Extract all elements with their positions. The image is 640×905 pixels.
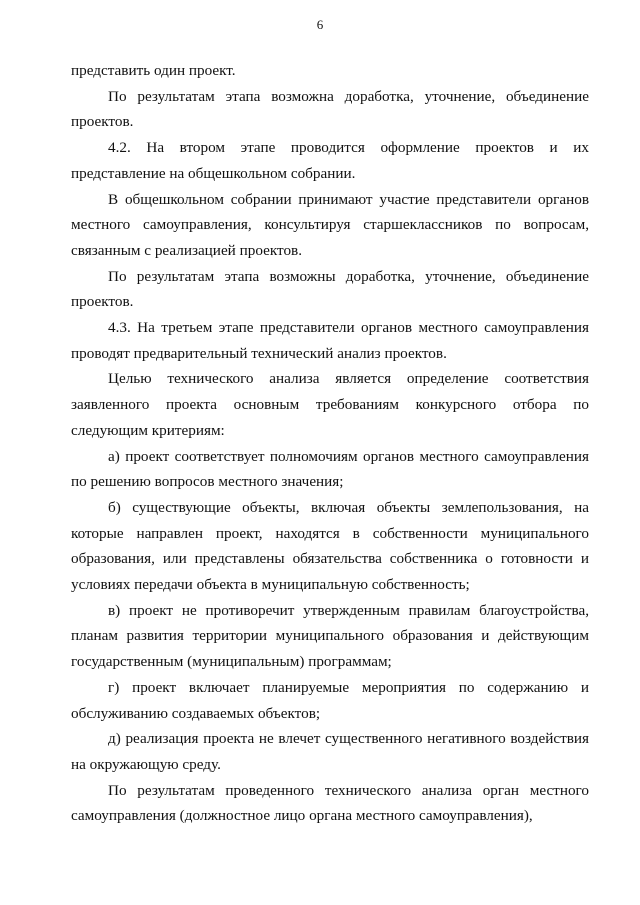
text-line: представить один проект. <box>71 62 236 79</box>
paragraph <box>71 366 589 443</box>
text-line: в) проект не противоречит утвержденным правилам благоустройства, <box>108 601 589 619</box>
text-line: условиях передачи объекта в муниципальную собственность; <box>71 576 470 594</box>
text-line: образования, или представлены обязательства собственника о готовности и <box>71 550 589 568</box>
text-line: В общешкольном собрании принимают участие представители органов <box>108 190 589 208</box>
paragraph <box>71 444 589 495</box>
text-line: самоуправления (должностное лицо органа местного самоуправления), <box>71 807 533 825</box>
text-line: г) проект включает планируемые мероприятия по содержанию и <box>108 678 589 696</box>
paragraph <box>71 726 589 777</box>
text-line: 4.2. На втором этапе проводится оформление проектов и их <box>108 139 589 157</box>
paragraph <box>71 315 589 366</box>
text-line: местного самоуправления, консультируя старшеклассников по вопросам, <box>71 216 589 234</box>
text-line: по решению вопросов местного значения; <box>71 473 344 491</box>
paragraph <box>71 84 589 135</box>
text-line: заявленного проекта основным требованиям конкурсного отбора по <box>71 396 589 414</box>
text-line: По результатам этапа возможна доработка, уточнение, объединение <box>108 87 589 105</box>
paragraph <box>71 187 589 264</box>
paragraph <box>71 778 589 829</box>
paragraph <box>71 58 589 84</box>
text-line: связанным с реализацией проектов. <box>71 241 303 259</box>
text-line: следующим критериям: <box>71 421 225 439</box>
text-line: Целью технического анализа является определение соответствия <box>108 370 589 388</box>
text-line: д) реализация проекта не влечет существенного негативного воздействия <box>108 730 589 748</box>
page-number: 6 <box>316 17 324 32</box>
text-line: обслуживанию создаваемых объектов; <box>71 704 321 722</box>
text-line: государственным (муниципальным) программам; <box>71 653 392 671</box>
text-line: которые направлен проект, находятся в собственности муниципального <box>71 524 589 542</box>
text-line: По результатам этапа возможны доработка, уточнение, объединение <box>108 267 589 285</box>
paragraph <box>71 598 589 675</box>
document-body <box>71 58 589 829</box>
text-line: а) проект соответствует полномочиям органов местного самоуправления <box>108 447 589 465</box>
paragraph <box>71 264 589 315</box>
text-line: планам развития территории муниципального образования и действующим <box>71 627 589 645</box>
paragraph <box>71 135 589 186</box>
text-line: б) существующие объекты, включая объекты землепользования, на <box>108 498 589 516</box>
text-line: проектов. <box>71 293 134 311</box>
text-line: 4.3. На третьем этапе представители органов местного самоуправления <box>108 319 589 337</box>
text-line: проектов. <box>71 113 134 131</box>
text-line: на окружающую среду. <box>71 755 221 773</box>
text-line: По результатам проведенного технического анализа орган местного <box>108 781 589 799</box>
paragraph <box>71 495 589 598</box>
paragraph <box>71 675 589 726</box>
text-line: представление на общешкольном собрании. <box>71 164 356 182</box>
text-line: проводят предварительный технический анализ проектов. <box>71 344 447 362</box>
